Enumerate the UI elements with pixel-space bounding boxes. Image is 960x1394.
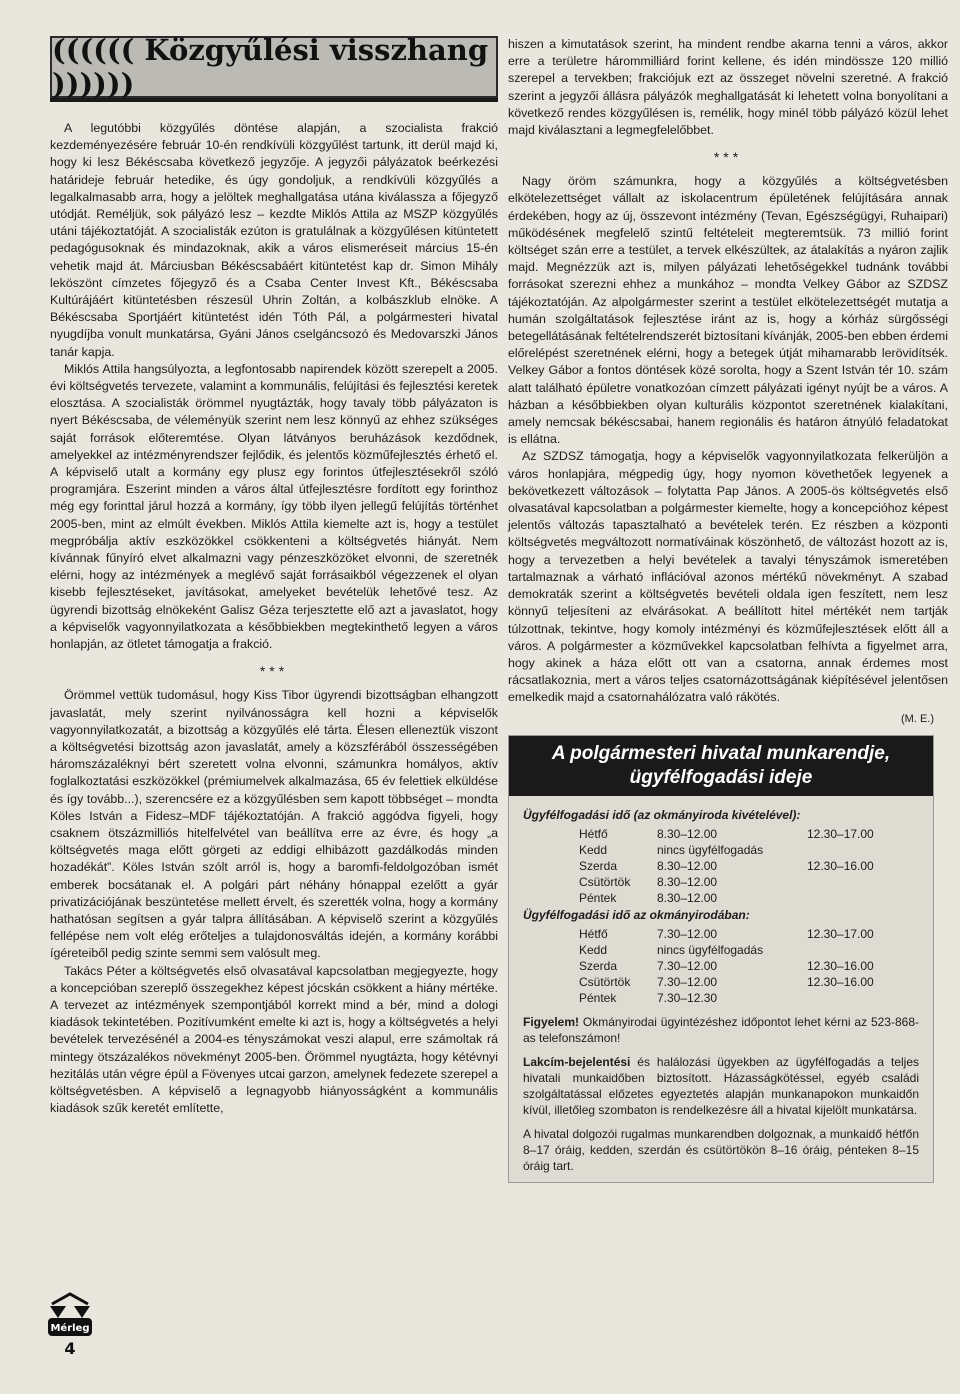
office-hours-box (508, 735, 934, 1183)
schedule-row (523, 926, 919, 942)
article-paragraph: Nagy öröm számunkra, hogy a közgyűlés a költségvetésben elkötelezettséget vállalt az iskolacentrum épületének felújítására annak érdekében, hogy az új, összevont intézmény (Tevan, Egészségügyi, Ruhaipari) működésének megfelelő szintű feltételeit megteremtsük. 73 millió forint költséget szán erre a testület, a tervek elkészültek, az átalakítás a nyáron zajlik majd. Megnézzük azt is, milyen pályázati lehetőségekkel tudnánk további forrásokat szerezni ehhez a munkához – mondta Velkey Gábor az SZDSZ tájékoztatóján. Az alpolgármester szerint a testület elkötelezettségét mutatja a humán szolgáltatások fejlesztése iránt az is, hogy a kórház sürgősségi betegellátásának feltételrendszerét biztosítani kívánják, 2005-ben ebben érdemi előrelépést szeretnének elérni, hogy a betegek útját mihamarabb lerövidítsék. Velkey Gábor a fontos döntések közé sorolta, hogy a Szent István tér 10. szám alatt található épületre vonatkozóan címzett pályázati igényt nyújt be a város. A házban a későbbiekben olyan kulturális központot szeretnének kialakítani, amely nemcsak békéscsabai, hanem regionális és határon átnyúló feladatokat is ellátna. (508, 174, 948, 447)
schedule-cell-t1: nincs ügyfélfogadás (657, 942, 764, 957)
schedule-cell-day: Kedd (579, 842, 608, 857)
schedule-note: A hivatal dolgozói rugalmas munkarendben dolgoznak, a munkaidő hétfőn 8–17 óráig, kedden, szerdán és csütörtökön 8–16 óráig, pénteken 8–15 óráig tart. (523, 1126, 919, 1173)
schedule-cell-t1: 8.30–12.00 (657, 874, 718, 889)
schedule-cell-day: Péntek (579, 990, 617, 1005)
schedule-cell-t1: 7.30–12.30 (657, 990, 718, 1005)
article-paragraph: Miklós Attila hangsúlyozta, a legfontosabb napirendek között szerepelt a 2005. évi költségvetés tervezete, valamint a kommunális, felújítási és fejlesztési keretek elosztása. A szocialisták örömmel nyugtázták, hogy tavaly több pályázaton is nyert Békéscsaba, de véleményük szerint nem lesz könnyű az ehhez szükséges saját források előteremtése. Olyan látványos beruházások kezdődnek, amelyekkel az intézményrendszer fejlődik, és jelentős közműfejlesztés érhető el. A képviselő utalt a kormány egy plusz egy forintos útfejlesztésekről szóló programjára. Eszerint minden a város által útfejlesztésre fordított egy forinthoz még egy forinttal járul hozzá a kormány, így több ilyen jellegű felújítás történhet 2005-ben, mint az elmúlt években. Miklós Attila kiemelte azt is, hogy a testület megpróbálja aktív eszközökkel csökkenteni a költségvetés hiányát. Nem kívánnak fűnyíró elvet alkalmazni vagy pénzeszközöket elvonni, de szeretnék elérni, hogy az intézmények a meglévő saját forrásaikból végezzenek el olyan kisebb fejlesztéseket, javításokat, amelyeket bevételük lehetővé tesz. Az ügyrendi bizottság elnökeként Galisz Géza terjesztette elő azt a javaslatot, hogy a képviselők vagyonnyilatkozata a későbbiekben megtekinthető legyen a város honlapján, az ötletet támogatja a frakció. (50, 361, 498, 652)
schedule-cell-t1: 7.30–12.00 (657, 926, 718, 941)
schedule-row (523, 858, 919, 874)
schedule-row (523, 890, 919, 906)
schedule-cell-t2: 12.30–16.00 (807, 974, 874, 989)
schedule-note (523, 1014, 919, 1046)
schedule-cell-t1: nincs ügyfélfogadás (657, 842, 764, 857)
section-banner (50, 33, 498, 101)
author-signature: (M. E.) (901, 712, 934, 725)
schedule-row (523, 826, 919, 842)
schedule-note (523, 1054, 919, 1118)
schedule-cell-t2: 12.30–17.00 (807, 926, 874, 941)
schedule-cell-t2: 12.30–17.00 (807, 826, 874, 841)
schedule-section-title: Ügyfélfogadási idő (az okmányiroda kivételével): (523, 807, 801, 822)
article-paragraph: Takács Péter a költségvetés első olvasatával kapcsolatban megjegyezte, hogy a koncepcióban szereplő összegekhez képest jócskán csökkent a hiány mértéke. A tervezet az intézmények szempontjából korrekt mind a bér, mind a dologi kiadások tekintetében. Pozitívumként emelte ki azt is, hogy a költségvetés a helyi bevételek tervezésénél a 2004-es tényszámokat veszi alapul, erre számoltak rá mintegy ötszázalékos növekményt 2005-ben. Örömmel nyugtázta, hogy kétévnyi hezitálás után végre épül a Fövenyes utcai garzon, amelynek fedezete szerepel a költségvetésben. A képviselő a legnagyobb hiányosságként a kommunális kiadások szűk keretét említette, (50, 963, 498, 1116)
section-separator: *** (713, 149, 743, 166)
office-hours-title: A polgármesteri hivatal munkarendje, ügyfélfogadási ideje (509, 736, 933, 796)
schedule-cell-day: Szerda (579, 958, 618, 973)
schedule-cell-day: Csütörtök (579, 974, 631, 989)
note-text: Okmányirodai ügyintézéshez időpontot lehet kérni az 523-868-as telefonszámon! (523, 1014, 919, 1045)
left-column (50, 33, 498, 1117)
schedule-row (523, 874, 919, 890)
schedule-section-title: Ügyfélfogadási idő az okmányirodában: (523, 907, 750, 922)
article-paragraph: Örömmel vettük tudomásul, hogy Kiss Tibor ügyrendi bizottságban elhangzott javaslatát, mely szerint nyilvánosságra kell hozni a képviselők vagyonnyilatkozatát, a bizottság a közgyűlés elé tárta. Élesen elleneztük viszont a költségvetési bizottság azon javaslatát, amely a közszférából összességében háromszázaléknyi bért szeretett volna elvonni, számunkra homályos, aktív foglalkoztatási eszközökkel (prémiumelvek alkalmazása, 65 év felettiek elküldése és így tovább...), szerencsére ez a közgyűlésben sem kapott többséget – mondta Köles István a Fidesz–MDF tájékoztatóján. A frakció aggódva figyeli, hogy csaknem ötszázmilliós hitelfelvétel van beállítva erre az évre, és hogy „a költségvetés maga előtt görgeti az eddigi elhibázott gazdálkodás minden hozadékát”. Köles István szólt arról is, hogy a baromfi-feldolgozóban ismét emberek bocsátanak el. A polgári párt néhány hónappal ezelőtt a gyár privatizációjának beszüntetése mellett érvelt, és szerették volna, hogy a kormány hathatósan segítsen a gyár talpra állításában. A képviselő szerint a közgyűlés fellépése nem volt elég erőteljes a tulajdonosváltás idején, a kormány korábbi ígéreteiből pedig szinte semmi sem valósult meg. (50, 688, 498, 961)
article-paragraph: Az SZDSZ támogatja, hogy a képviselők vagyonnyilatkozata felkerüljön a város honlapjára, mégpedig úgy, hogy nyomon követhetőek legyenek a bekövetkezett változások – folytatta Pap János. A 2005-ös költségvetés első olvasatával kapcsolatban a polgármester kiemelte, hogy a koncepcióhoz képest jelentős változás tapasztalható a bevételek terén. Ez részben a központi költségvetés megváltozott normatíváinak köszönhető, de változást hozott az is, hogy a tervezetben a helyi bevételek a tavalyi tényszámok ismeretében tartalmaznak a várható inflációval azonos mértékű növekményt. A szabad demokraták szerint a költségvetés bevételi oldala igen feszített, nem lesz könnyű teljesíteni az elvárásokat. A beállított hitel mértékét nem tartják túlzottnak, tekintve, hogy komoly intézményi és közműfejlesztések előtt áll a város. A polgármester a közművekkel kapcsolatban felhívta a figyelmet arra, hogy akinek a háza előtt ott van a csatorna, annak érdemes most rácsatlakoznia, mert a város teljes csatornázottságának kiépítésével jelentősen emelkedik majd a csatornahálózatra való rákötés. (508, 449, 948, 705)
schedule-row (523, 942, 919, 958)
logo-text: Mérleg (50, 1323, 90, 1334)
schedule-cell-t2 (807, 942, 907, 958)
schedule-cell-day: Csütörtök (579, 874, 631, 889)
merleg-logo (46, 1290, 94, 1358)
schedule-cell-t2: 12.30–16.00 (807, 858, 874, 873)
section-title: (((((( Közgyűlési visszhang )))))) (52, 33, 489, 101)
schedule-row (523, 974, 919, 990)
schedule-cell-day: Péntek (579, 890, 617, 905)
schedule-cell-day: Hétfő (579, 926, 608, 941)
schedule-cell-t2 (807, 842, 907, 858)
schedule-cell-t1: 8.30–12.00 (657, 890, 718, 905)
article-paragraph: hiszen a kimutatások szerint, ha mindent rendbe akarna tenni a város, akkor erre a területre hárommilliárd forint kellene, és idén mindössze 120 millió szerepel a tervekben; frakciójuk ezt az összeget növelni szeretné. A frakció szerint a jegyzői állásra pályázók meghallgatását ki lehetett volna bonyolítani a következő rendes közgyűlésen is, remélik, hogy minél több pályázó közül lehet majd kiválasztani a legmegfelelőbbet. (508, 37, 948, 138)
schedule-cell-t1: 8.30–12.00 (657, 858, 718, 873)
schedule-cell-t2 (807, 874, 907, 890)
page-number: 4 (64, 1339, 76, 1358)
schedule-row (523, 990, 919, 1006)
schedule-cell-t1: 7.30–12.00 (657, 958, 718, 973)
note-text: és halálozási ügyekben az ügyfélfogadás a teljes hivatali munkaidőben biztosított. Házasságkötéssel, egyéb családi szolgáltatással előzetes egyeztetés alapján munkanapokon munkaidőn kívül, illetőleg szombaton is rendelkezésre áll a hivatal kijelölt munkatársa. (523, 1054, 919, 1117)
scales-icon (46, 1290, 94, 1358)
office-hours-body (509, 796, 933, 1182)
schedule-row (523, 842, 919, 858)
schedule-cell-t2 (807, 890, 907, 906)
schedule-cell-day: Hétfő (579, 826, 608, 841)
schedule-table (523, 926, 919, 1006)
schedule-cell-t2: 12.30–16.00 (807, 958, 874, 973)
section-separator: *** (259, 663, 289, 680)
schedule-cell-day: Szerda (579, 858, 618, 873)
note-bold: Lakcím-bejelentési (523, 1054, 631, 1069)
schedule-cell-t1: 8.30–12.00 (657, 826, 718, 841)
schedule-table (523, 826, 919, 906)
schedule-cell-t1: 7.30–12.00 (657, 974, 718, 989)
right-column (508, 36, 948, 1183)
schedule-row (523, 958, 919, 974)
note-bold: Figyelem! (523, 1014, 580, 1029)
article-paragraph: A legutóbbi közgyűlés döntése alapján, a szocialista frakció kezdeményezésére február 10-én rendkívüli közgyűlést tartunk, itt derül majd ki, hogy ki lesz Békéscsaba következő jegyzője. A jegyzői pályázatok beérkezési határideje február hetedike, és úgy gondoljuk, a rendkívüli közgyűlés a legalkalmasabb arra, hogy a jelöltek meghallgatása utána kiválassza a főjegyző utódját. Reméljük, sok pályázó lesz – kezdte Miklós Attila az MSZP közgyűlés utáni tájékoztatóját. A szocialisták ezúton is gratulálnak a közgyűlésen kitüntetett pedagógusoknak és mindazoknak, akik a város elismeréseit március 15-én vehetik majd át. Márciusban Békéscsabáért kitüntetést kap dr. Simon Mihály leköszönt címzetes főjegyző és a Csaba Center Invest Kft., Békéscsaba Kultúrájáért kitüntetésben részesül Uhrin Zoltán, a kolbászklub elnöke. A Békéscsaba Sportjáért kitüntetést idén Tóth Pál, a polgármesteri hivatal nyugdíjba vonult munkatársa, Gyáni János cselgáncsozó és Medovarszki János tanár kapja. (50, 121, 498, 359)
schedule-cell-day: Kedd (579, 942, 608, 957)
schedule-cell-t2 (807, 990, 907, 1006)
